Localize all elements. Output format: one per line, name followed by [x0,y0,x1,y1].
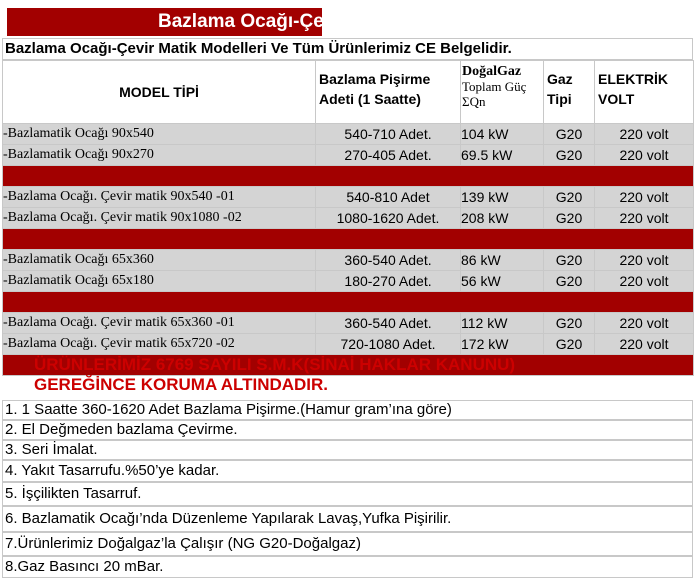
header-electric: ELEKTRİK VOLT [595,61,694,124]
header-gas-rest: Toplam Güç ΣQn [462,79,527,109]
power: 86 kW [461,250,544,271]
capacity: 180-270 Adet. [316,271,461,292]
gas-type: G20 [544,187,595,208]
feature-item: 4. Yakıt Tasarrufu.%50’ye kadar. [2,460,693,482]
feature-item: 5. İşçilikten Tasarruf. [2,482,693,506]
gas-type: G20 [544,208,595,229]
gas-type: G20 [544,124,595,145]
voltage: 220 volt [595,187,694,208]
table-row [3,271,694,292]
table-row [3,334,694,355]
voltage: 220 volt [595,334,694,355]
power: 172 kW [461,334,544,355]
model-table [2,60,694,376]
legal-notice-line-2: GEREĞİNCE KORUMA ALTINDADIR. [34,375,329,394]
capacity: 540-710 Adet. [316,124,461,145]
separator-row [3,229,694,250]
capacity: 540-810 Adet [316,187,461,208]
voltage: 220 volt [595,145,694,166]
gas-type: G20 [544,313,595,334]
table-row [3,187,694,208]
table-row [3,124,694,145]
model-name: -Bazlamatik Ocağı 65x180 [3,271,316,292]
legal-notice-line-1: ÜRÜNLERİMİZ 6769 SAYILI S.M.K(SİNAİ HAKLAR KANUNU) [34,355,516,374]
ce-certificate-note: Bazlama Ocağı-Çevir Matik Modelleri Ve Tüm Ürünlerimiz CE Belgelidir. [2,38,693,60]
header-gas-bold: DoğalGaz [462,64,522,79]
capacity: 720-1080 Adet. [316,334,461,355]
voltage: 220 volt [595,124,694,145]
power: 69.5 kW [461,145,544,166]
feature-item: 1. 1 Saatte 360-1620 Adet Bazlama Pişirme.(Hamur gram’ına göre) [2,400,693,420]
power: 139 kW [461,187,544,208]
gas-type: G20 [544,145,595,166]
power: 56 kW [461,271,544,292]
capacity: 360-540 Adet. [316,313,461,334]
feature-item: 7.Ürünlerimiz Doğalgaz’la Çalışır (NG G20-Doğalgaz) [2,532,693,556]
header-gas-type: Gaz Tipi [544,61,595,124]
voltage: 220 volt [595,208,694,229]
model-name: -Bazlama Ocağı. Çevir matik 65x360 -01 [3,313,316,334]
header-model: MODEL TİPİ [3,61,316,124]
model-name: -Bazlamatik Ocağı 90x270 [3,145,316,166]
model-name: -Bazlama Ocağı. Çevir matik 90x1080 -02 [3,208,316,229]
table-row [3,208,694,229]
header-total-power [461,61,544,124]
gas-type: G20 [544,271,595,292]
power: 112 kW [461,313,544,334]
voltage: 220 volt [595,271,694,292]
power: 208 kW [461,208,544,229]
capacity: 270-405 Adet. [316,145,461,166]
power: 104 kW [461,124,544,145]
table-row [3,313,694,334]
feature-item: 3. Seri İmalat. [2,440,693,460]
gas-type: G20 [544,250,595,271]
gas-type: G20 [544,334,595,355]
model-name: -Bazlama Ocağı. Çevir matik 65x720 -02 [3,334,316,355]
voltage: 220 volt [595,313,694,334]
feature-item: 2. El Değmeden bazlama Çevirme. [2,420,693,440]
model-name: -Bazlamatik Ocağı 65x360 [3,250,316,271]
separator-row [3,166,694,187]
voltage: 220 volt [595,250,694,271]
separator-row [3,292,694,313]
legal-notice [34,355,594,395]
table-header-row [3,61,694,124]
feature-item: 6. Bazlamatik Ocağı’nda Düzenleme Yapılarak Lavaş,Yufka Pişirilir. [2,506,693,532]
model-name: -Bazlamatik Ocağı 90x540 [3,124,316,145]
model-name: -Bazlama Ocağı. Çevir matik 90x540 -01 [3,187,316,208]
feature-item: 8.Gaz Basıncı 20 mBar. [2,556,693,578]
table-row [3,250,694,271]
capacity: 360-540 Adet. [316,250,461,271]
header-capacity: Bazlama Pişirme Adeti (1 Saatte) [316,61,461,124]
capacity: 1080-1620 Adet. [316,208,461,229]
table-row [3,145,694,166]
page-title: Bazlama Ocağı-Çevir Matik [158,11,401,32]
